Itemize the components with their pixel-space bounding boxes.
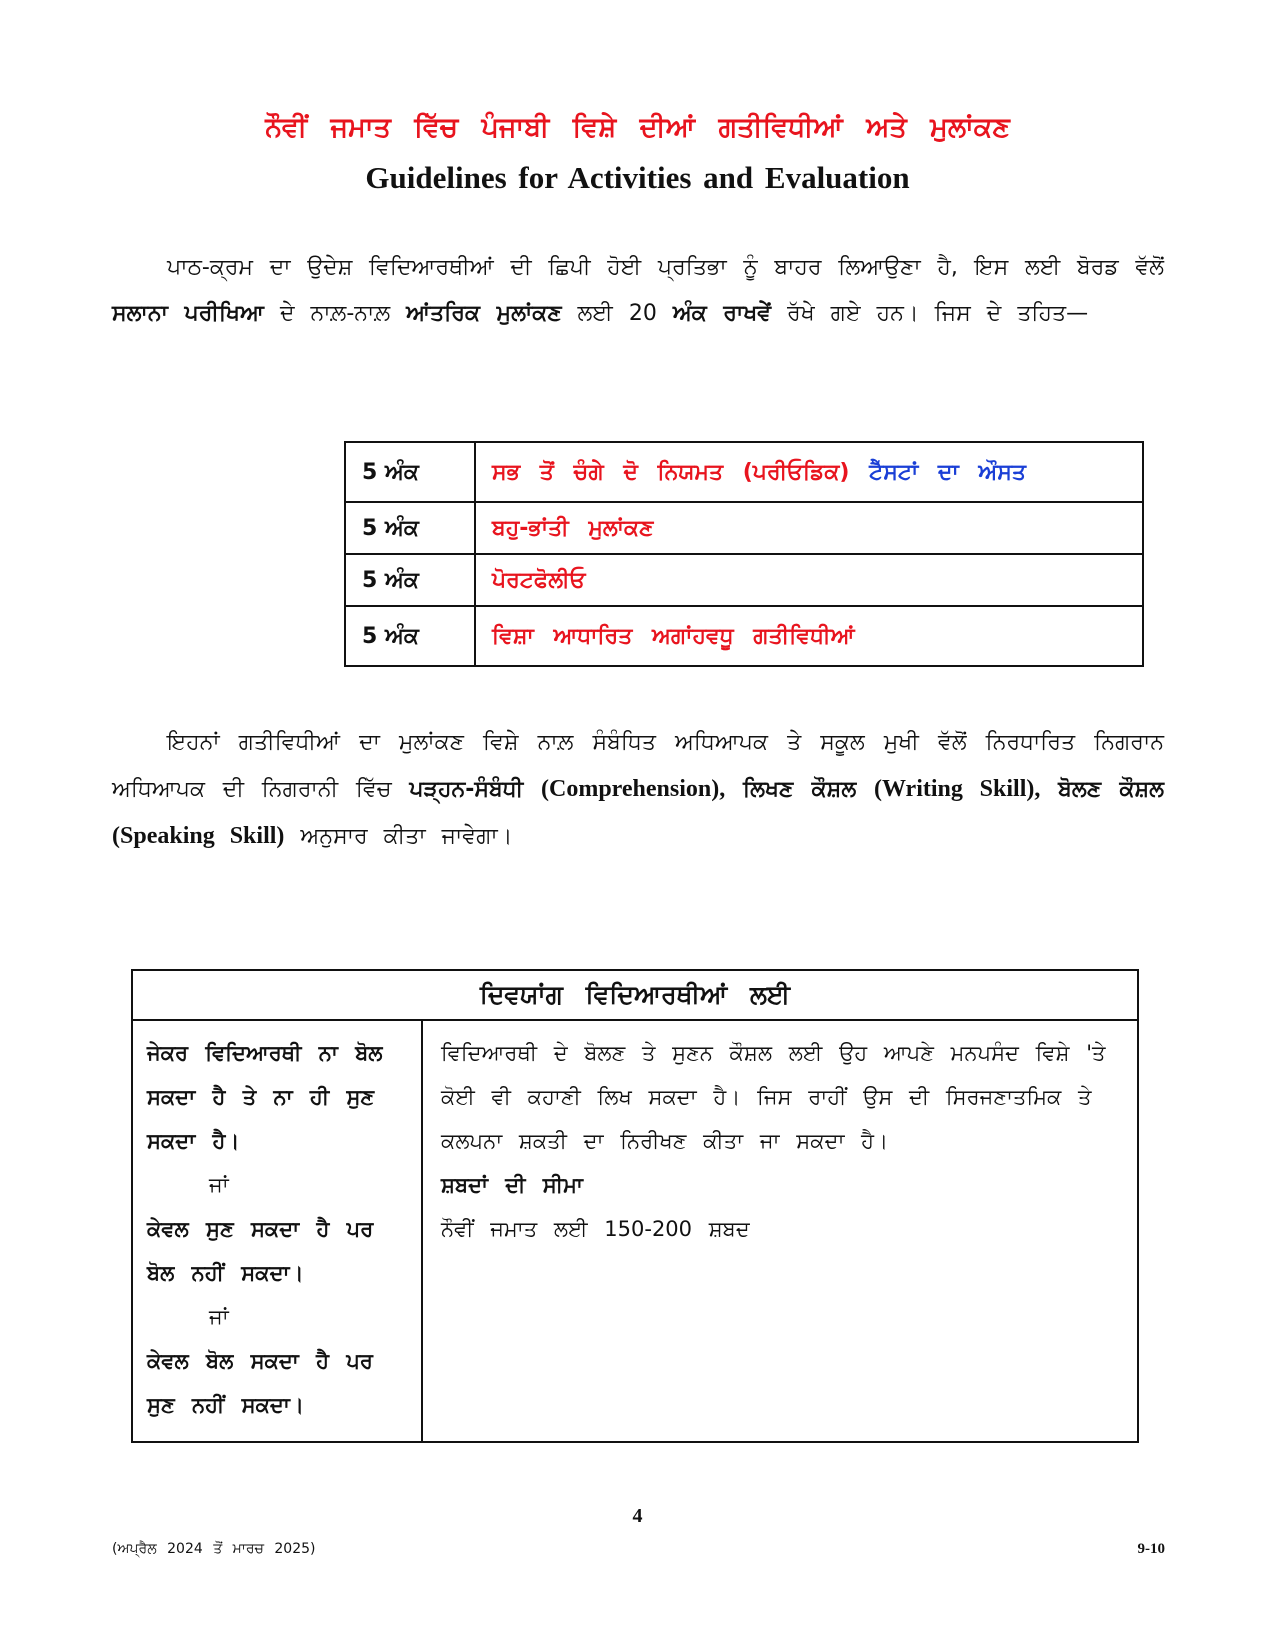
word-limit-text: ਨੌਵੀਂ ਜਮਾਤ ਲਈ 150-200 ਸ਼ਬਦ xyxy=(441,1217,750,1241)
activity-description: ਵਿਦਿਆਰਥੀ ਦੇ ਬੋਲਣ ਤੇ ਸੁਣਨ ਕੌਸ਼ਲ ਲਈ ਉਹ ਆਪਣੇ ਮਨਪਸੰਦ ਵਿਸ਼ੇ 'ਤੇ ਕੋਈ ਵੀ ਕਹਾਣੀ ਲਿਖ ਸਕਦਾ ਹੈ। ਜਿਸ ਰਾਹੀਂ ਉਸ ਦੀ ਸਿਰਜਣਾਤਮਿਕ ਤੇ ਕਲਪਨਾ ਸ਼ਕਤੀ ਦਾ ਨਿਰੀਖਣ ਕੀਤਾ ਜਾ ਸਕਦਾ ਹੈ। xyxy=(441,1041,1106,1153)
conditions-cell xyxy=(132,1020,422,1442)
evaluation-en-speaking: (Speaking Skill) xyxy=(112,823,285,849)
evaluation-text-1: ਇਹਨਾਂ ਗਤੀਵਿਧੀਆਂ ਦਾ ਮੁਲਾਂਕਣ ਵਿਸ਼ੇ ਨਾਲ਼ ਸੰਬੰਧਿਤ ਅਧਿਆਪਕ ਤੇ ਸਕੂਲ ਮੁਖੀ ਵੱਲੋਂ ਨਿਰਧਾਰਿਤ ਨਿਗਰਾਨ ਅਧਿਆਪਕ ਦੀ ਨਿਗਰਾਨੀ ਵਿੱਚ xyxy=(112,730,1164,802)
evaluation-bold-writing: ਲਿਖਣ ਕੌਸ਼ਲ xyxy=(743,777,857,802)
table-row xyxy=(345,502,1143,554)
intro-text-4: ਰੱਖੇ ਗਏ ਹਨ। ਜਿਸ ਦੇ ਤਹਿਤ— xyxy=(787,301,1089,326)
activity-cell xyxy=(422,1020,1138,1442)
intro-bold-internal-eval: ਆਂਤਰਿਕ ਮੁਲਾਂਕਣ xyxy=(406,301,562,326)
table-row xyxy=(345,442,1143,502)
description-cell: ਬਹੁ-ਭਾਂਤੀ ਮੁਲਾਂਕਣ xyxy=(475,502,1143,554)
page-title-punjabi: ਨੌਵੀਂ ਜਮਾਤ ਵਿੱਚ ਪੰਜਾਬੀ ਵਿਸ਼ੇ ਦੀਆਂ ਗਤੀਵਿਧੀਆਂ ਅਤੇ ਮੁਲਾਂਕਣ xyxy=(265,112,1010,143)
word-limit-heading: ਸ਼ਬਦਾਂ ਦੀ ਸੀਮਾ xyxy=(441,1173,583,1197)
condition-1: ਜੇਕਰ ਵਿਦਿਆਰਥੀ ਨਾ ਬੋਲ ਸਕਦਾ ਹੈ ਤੇ ਨਾ ਹੀ ਸੁਣ ਸਕਦਾ ਹੈ। xyxy=(147,1041,383,1153)
description-cell: ਵਿਸ਼ਾ ਆਧਾਰਿਤ ਅਗਾਂਹਵਧੂ ਗਤੀਵਿਧੀਆਂ xyxy=(475,606,1143,666)
or-label-1: ਜਾਂ xyxy=(209,1173,229,1197)
intro-paragraph xyxy=(112,245,1164,337)
marks-cell: 5 ਅੰਕ xyxy=(345,442,475,502)
description-cell xyxy=(475,442,1143,502)
evaluation-en-comprehension: (Comprehension), xyxy=(541,776,726,802)
condition-3: ਕੇਵਲ ਬੋਲ ਸਕਦਾ ਹੈ ਪਰ ਸੁਣ ਨਹੀਂ ਸਕਦਾ। xyxy=(147,1349,373,1417)
page-number: 4 xyxy=(632,1505,643,1527)
page-title-english: Guidelines for Activities and Evaluation xyxy=(365,160,910,195)
intro-bold-reserved-marks: ਅੰਕ ਰਾਖਵੇਂ xyxy=(672,301,772,326)
table-row xyxy=(345,606,1143,666)
description-red: ਸਭ ਤੋਂ ਚੰਗੇ ਦੋ ਨਿਯਮਤ (ਪਰੀਓਡਿਕ) xyxy=(492,459,850,485)
intro-text-3: ਲਈ 20 xyxy=(577,301,657,326)
evaluation-bold-comprehension: ਪੜ੍ਹਨ-ਸੰਬੰਧੀ xyxy=(409,777,524,802)
footer-session: (ਅਪ੍ਰੈਲ 2024 ਤੋਂ ਮਾਰਚ 2025) xyxy=(112,1541,316,1557)
description-blue: ਟੈੱਸਟਾਂ ਦਾ ਔਸਤ xyxy=(869,459,1027,485)
footer-class-range: 9-10 xyxy=(1137,1541,1165,1557)
marks-cell: 5 ਅੰਕ xyxy=(345,502,475,554)
intro-bold-annual-exam: ਸਲਾਨਾ ਪਰੀਖਿਆ xyxy=(112,301,264,326)
evaluation-paragraph xyxy=(112,720,1164,860)
intro-text-2: ਦੇ ਨਾਲ਼-ਨਾਲ਼ xyxy=(279,301,391,326)
or-label-2: ਜਾਂ xyxy=(209,1305,229,1329)
evaluation-bold-speaking: ਬੋਲਣ ਕੌਸ਼ਲ xyxy=(1058,777,1165,802)
divyang-students-table xyxy=(131,969,1139,1443)
evaluation-en-writing: (Writing Skill), xyxy=(874,776,1041,802)
table-row xyxy=(132,1020,1138,1442)
description-cell: ਪੋਰਟਫੋਲੀਓ xyxy=(475,554,1143,606)
evaluation-text-2: ਅਨੁਸਾਰ ਕੀਤਾ ਜਾਵੇਗਾ। xyxy=(300,824,513,849)
marks-cell: 5 ਅੰਕ xyxy=(345,554,475,606)
intro-text-1: ਪਾਠ-ਕ੍ਰਮ ਦਾ ਉਦੇਸ਼ ਵਿਦਿਆਰਥੀਆਂ ਦੀ ਛਿਪੀ ਹੋਈ ਪ੍ਰਤਿਭਾ ਨੂੰ ਬਾਹਰ ਲਿਆਉਣਾ ਹੈ, ਇਸ ਲਈ ਬੋਰਡ ਵੱਲੋਂ xyxy=(167,255,1164,280)
condition-2: ਕੇਵਲ ਸੁਣ ਸਕਦਾ ਹੈ ਪਰ ਬੋਲ ਨਹੀਂ ਸਕਦਾ। xyxy=(147,1217,374,1285)
marks-distribution-table xyxy=(344,441,1144,667)
table-header-row xyxy=(132,970,1138,1020)
marks-cell: 5 ਅੰਕ xyxy=(345,606,475,666)
table-row xyxy=(345,554,1143,606)
divyang-heading: ਦਿਵਯਾਂਗ ਵਿਦਿਆਰਥੀਆਂ ਲਈ xyxy=(132,970,1138,1020)
